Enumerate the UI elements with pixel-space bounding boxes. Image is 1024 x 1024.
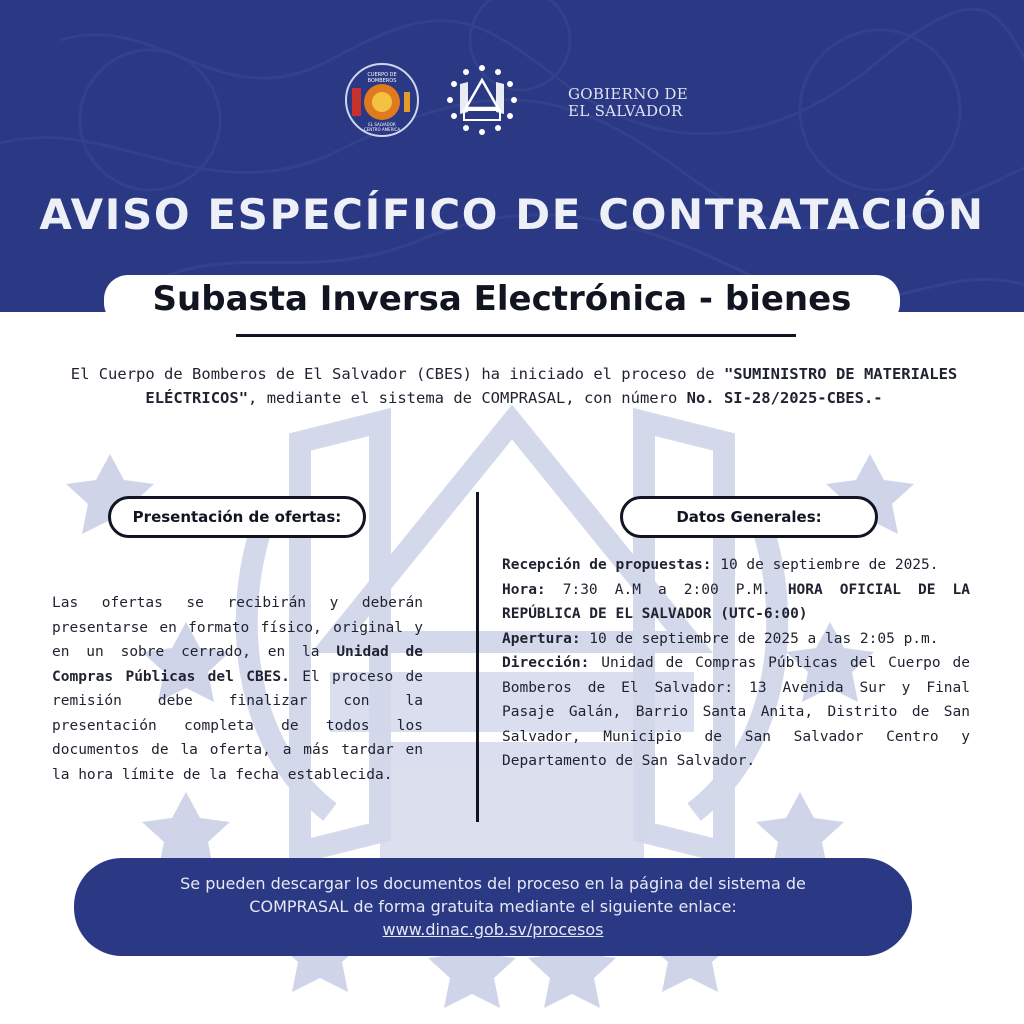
coat-of-arms-icon [444,62,520,138]
logo-row [0,62,1024,142]
apertura-row [502,627,970,652]
gobierno-line1: GOBIERNO DE [568,85,688,103]
apertura-value: 10 de septiembre de 2025 a las 2:05 p.m. [580,630,939,647]
direccion-label: Dirección: [502,655,590,671]
presentacion-text-1: Las ofertas se recibirán y deberán presentarse en formato físico, original y en un sobre cerrado, en la [52,595,423,660]
gobierno-line2: EL SALVADOR [568,102,683,120]
presentacion-heading: Presentación de ofertas: [108,496,366,538]
recepcion-value: 10 de septiembre de 2025. [711,557,939,573]
direccion-row [502,651,970,774]
datos-generales-text [502,553,970,774]
download-line1: Se pueden descargar los documentos del proceso en la página del sistema de [180,874,806,893]
column-divider [476,492,479,822]
hora-row [502,578,970,627]
header-texture [0,0,1024,312]
page-subtitle: Subasta Inversa Electrónica - bienes [152,279,852,319]
recepcion-label: Recepción de propuestas: [502,557,712,573]
bomberos-logo-icon [344,62,420,138]
bomberos-logo-line1: CUERPO DE [367,72,397,78]
presentacion-text [52,591,423,787]
apertura-label: Apertura: [502,630,581,647]
download-banner [74,858,912,956]
bomberos-logo-line4: CENTRO AMERICA [363,127,401,132]
hora-label: Hora: [502,581,546,598]
hora-value: 7:30 A.M a 2:00 P.M. [545,581,788,598]
download-line2: COMPRASAL de forma gratuita mediante el siguiente enlace: [249,897,737,916]
page-title: AVISO ESPECÍFICO DE CONTRATACIÓN [39,190,985,239]
procesos-link[interactable]: www.dinac.gob.sv/procesos [382,920,604,939]
intro-process-number: No. SI-28/2025-CBES.- [686,389,883,407]
datos-generales-heading: Datos Generales: [620,496,878,538]
gobierno-wordmark [568,86,688,120]
intro-process-name: "SUMINISTRO DE MATERIALES ELÉCTRICOS" [145,365,958,407]
intro-text-1: El Cuerpo de Bomberos de El Salvador (CBES) ha iniciado el proceso de [70,365,724,383]
hora-oficial: HORA OFICIAL DE LA REPÚBLICA DE EL SALVADOR (UTC-6:00) [502,581,970,622]
intro-paragraph [42,362,986,410]
recepcion-row [502,553,970,578]
bomberos-logo-line2: BOMBEROS [367,78,397,84]
intro-text-2: , mediante el sistema de COMPRASAL, con número [248,389,687,407]
header-banner [0,0,1024,312]
presentacion-unidad: Unidad de Compras Públicas del CBES. [52,644,423,685]
bomberos-logo-line3: EL SALVADOR [368,122,396,127]
direccion-value: Unidad de Compras Públicas del Cuerpo de Bomberos de El Salvador: 13 Avenida Sur y Final Pasaje Galán, Barrio Santa Anita, Distrito de San Salvador, Municipio de San Salvador Centro y Departamento de San Salvador. [502,655,970,769]
subtitle-underline [236,334,796,337]
presentacion-text-2: El proceso de remisión debe finalizar con la presentación completa de todos los documentos de la oferta, a más tardar en la hora límite de la fecha establecida. [52,668,423,783]
